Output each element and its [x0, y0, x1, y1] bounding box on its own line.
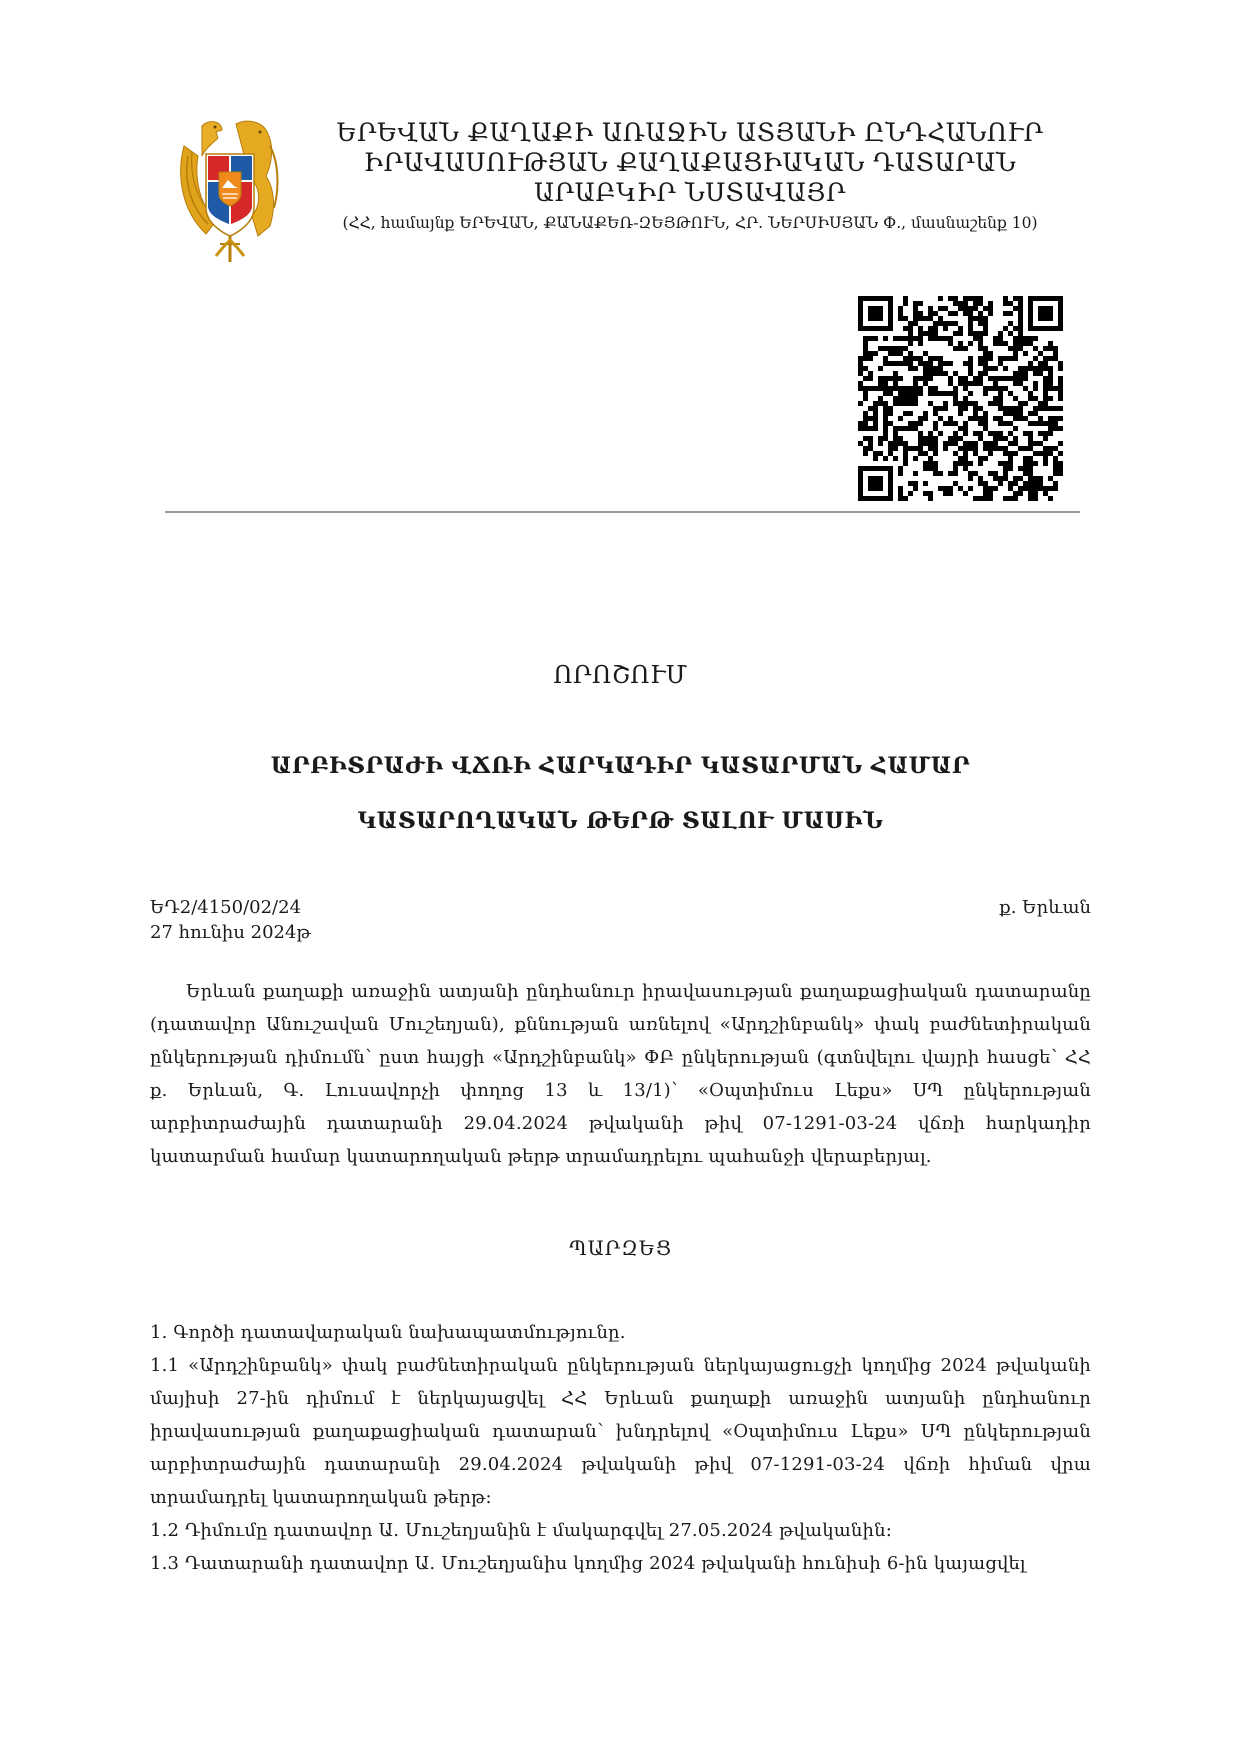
- case-number: ԵԴ2/4150/02/24: [150, 897, 302, 918]
- court-header: [330, 118, 1050, 234]
- qr-code-icon[interactable]: [858, 296, 1063, 501]
- court-name-line-2: ԻՐԱՎԱՍՈՒԹՅԱՆ ՔԱՂԱՔԱՑԻԱԿԱՆ ԴԱՏԱՐԱՆ: [363, 148, 1017, 177]
- document-title-line-1: ԱՐԲԻՏՐԱԺԻ ՎՃՌԻ ՀԱՐԿԱԴԻՐ ԿԱՏԱՐՄԱՆ ՀԱՄԱՐ: [270, 753, 971, 779]
- case-meta: [150, 895, 311, 945]
- document-type: ՈՐՈՇՈՒՄ: [553, 661, 688, 689]
- header-separator: [165, 511, 1080, 513]
- coat-of-arms-icon: [176, 116, 282, 266]
- decision-date: 27 հունիս 2024թ: [150, 922, 311, 943]
- court-address: (ՀՀ, համայնք ԵՐԵՎԱՆ, ՔԱՆԱՔԵՌ-ԶԵՅԹՈՒՆ, ՀՐ. ՆԵՐՍԻՍՅԱՆ Փ., մասնաշենք 10): [342, 214, 1038, 232]
- list-item: 1. Գործի դատավարական նախապատմությունը.: [150, 1322, 626, 1343]
- procedural-history: [150, 1316, 1091, 1580]
- list-item: 1.3 Դատարանի դատավոր Ա. Մուշեղյանիս կողմից 2024 թվականի հունիսի 6-ին կայացվել: [150, 1553, 1026, 1574]
- list-item: 1.2 Դիմումը դատավոր Ա. Մուշեղյանին է մակարգվել 27.05.2024 թվականին:: [150, 1520, 892, 1541]
- court-name-line-1: ԵՐԵՎԱՆ ՔԱՂԱՔԻ ԱՌԱՋԻՆ ԱՏՅԱՆԻ ԸՆԴՀԱՆՈՒՐ: [336, 118, 1044, 147]
- decision-place: ք. Երևան: [999, 897, 1091, 918]
- document-title-line-2: ԿԱՏԱՐՈՂԱԿԱՆ ԹԵՐԹ ՏԱԼՈՒ ՄԱՍԻՆ: [357, 808, 884, 834]
- court-name-line-3: ԱՐԱԲԿԻՐ ՆՍՏԱՎԱՅՐ: [534, 178, 846, 207]
- section-heading: ՊԱՐԶԵՑ: [569, 1236, 672, 1260]
- intro-paragraph: Երևան քաղաքի առաջին ատյանի ընդհանուր իրավասության քաղաքացիական դատարանը (դատավոր Անուշավան Մուշեղյան), քննության առնելով «Արդշինբանկ» փակ բաժնետիրական ընկերության դիմումն՝ ըստ հայցի «Արդշինբանկ» ՓԲ ընկերության (գտնվելու վայրի հասցե՝ ՀՀ ք. Երևան, Գ. Լուսավորչի փողոց 13 և 13/1)՝ «Օպտիմուս Լեքս» ՍՊ ընկերության արբիտրաժային դատարանի 29.04.2024 թվականի թիվ 07-1291-03-24 վճռի հարկադիր կատարման համար կատարողական թերթ տրամադրելու պահանջի վերաբերյալ.: [150, 981, 1091, 1167]
- list-item: 1.1 «Արդշինբանկ» փակ բաժնետիրական ընկերության ներկայացուցչի կողմից 2024 թվականի մայիսի 27-ին դիմում է ներկայացվել ՀՀ Երևան քաղաքի առաջին ատյանի ընդհանուր իրավասության քաղաքացիական դատարան՝ խնդրելով «Օպտիմուս Լեքս» ՍՊ ընկերության արբիտրաժային դատարանի 29.04.2024 թվականի թիվ 07-1291-03-24 վճռի հիման վրա տրամադրել կատարողական թերթ:: [150, 1355, 1091, 1508]
